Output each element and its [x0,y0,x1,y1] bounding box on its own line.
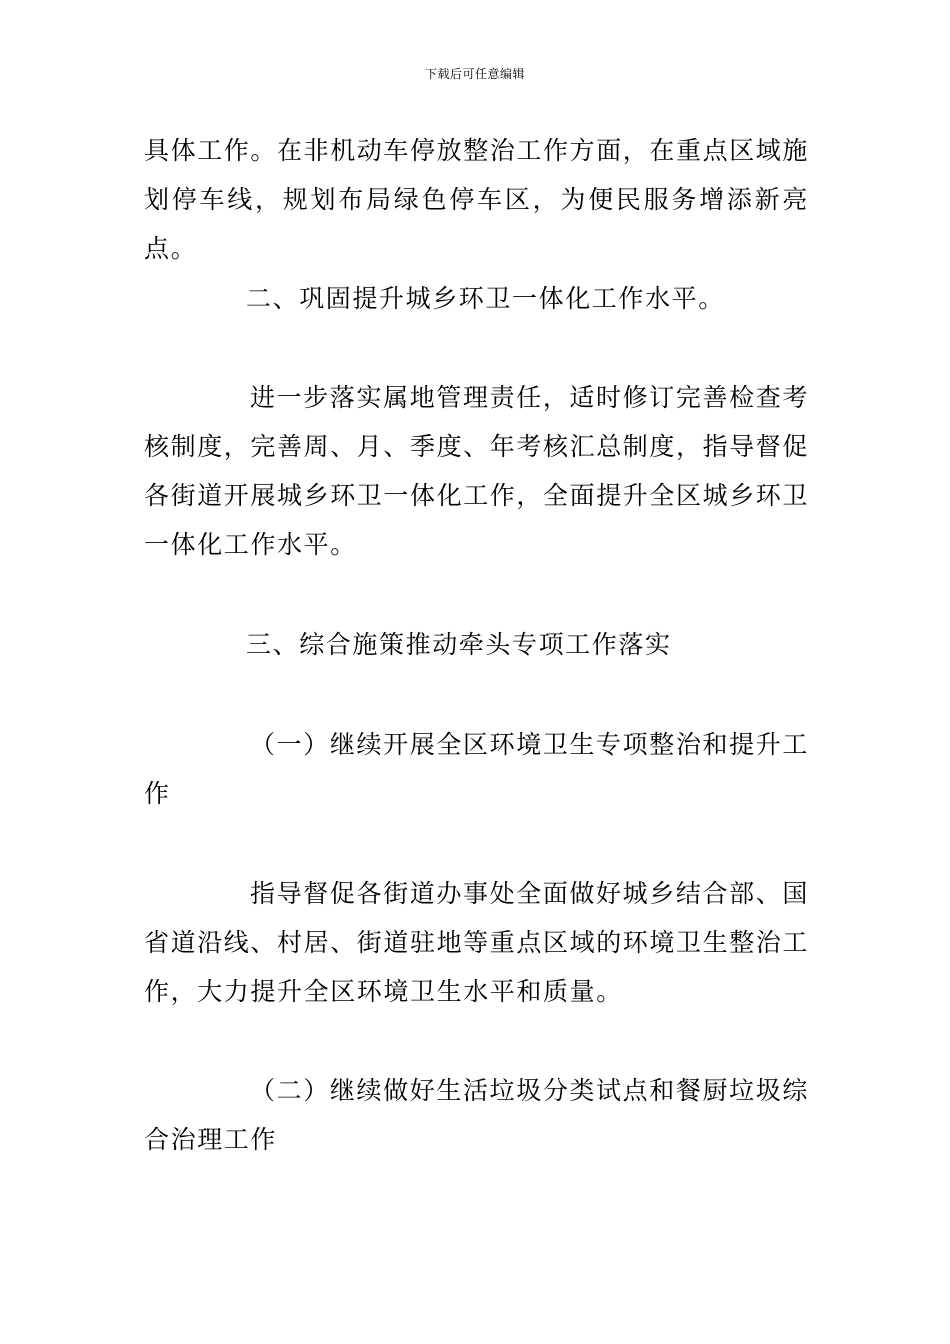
subheading-item-1: （一）继续开展全区环境卫生专项整治和提升工作 [144,730,809,808]
paragraph-continuation: 具体工作。在非机动车停放整治工作方面，在重点区域施划停车线，规划布局绿色停车区，为便民服务增添新亮点。 [144,136,810,263]
download-note: 下载后可任意编辑 [424,67,525,81]
subheading-item-2: （二）继续做好生活垃圾分类试点和餐厨垃圾综合治理工作 [144,1076,809,1154]
heading-section-3: 三、综合施策推动牵头专项工作落实 [246,630,672,659]
heading-section-2: 二、巩固提升城乡环卫一体化工作水平。 [246,284,725,313]
paragraph-section-2-body: 进一步落实属地管理责任，适时修订完善检查考核制度，完善周、月、季度、年考核汇总制度，指导督促各街道开展城乡环卫一体化工作，全面提升全区城乡环卫一体化工作水平。 [144,383,810,559]
paragraph-item-1-body: 指导督促各街道办事处全面做好城乡结合部、国省道沿线、村居、街道驻地等重点区域的环境卫生整治工作，大力提升全区环境卫生水平和质量。 [144,879,810,1006]
